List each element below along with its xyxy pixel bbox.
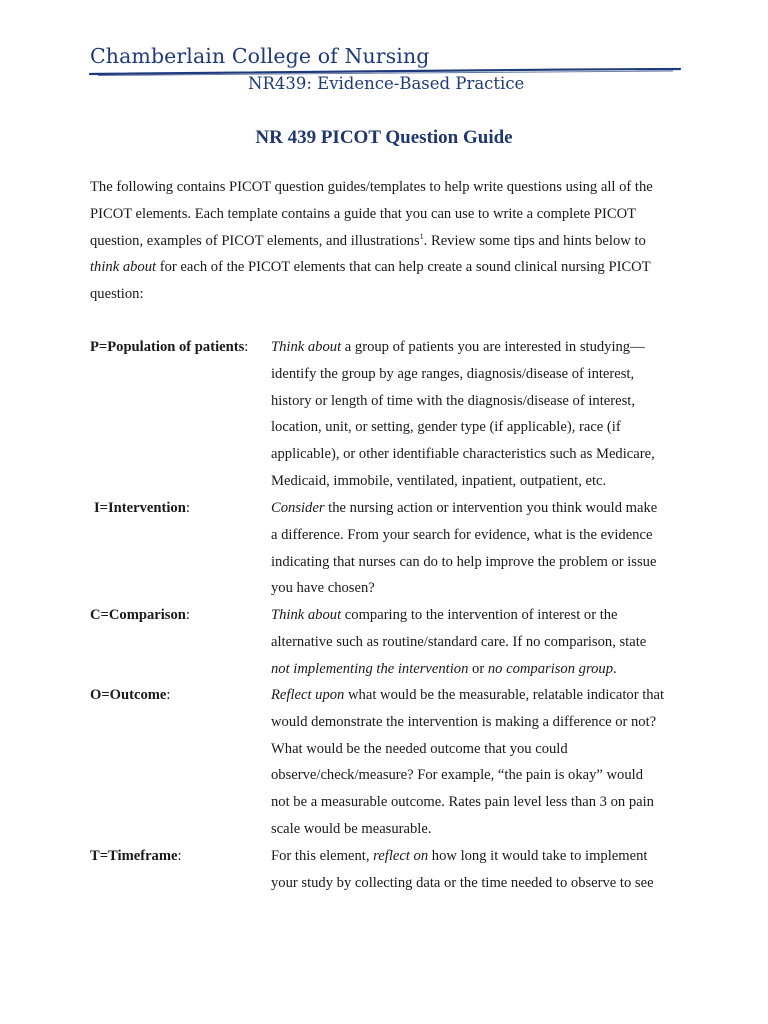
element-description [271, 682, 691, 843]
intro-text: for each of the PICOT elements that can help create a sound clinical nursing PICOT [156, 259, 651, 276]
desc-line: identify the group by age ranges, diagnosis/disease of interest, [271, 365, 635, 382]
desc-line: observe/check/measure? For example, “the pain is okay” would [271, 767, 644, 784]
desc-lead: Think about [271, 339, 342, 355]
desc-line: Medicaid, immobile, ventilated, inpatient, outpatient, etc. [271, 472, 607, 489]
intro-line: question: [90, 286, 144, 303]
desc-lead: reflect on [373, 848, 429, 864]
desc-lead: Reflect upon [271, 687, 345, 703]
desc-text: what would be the measurable, relatable indicator that [344, 687, 665, 703]
desc-line [271, 602, 691, 629]
label-colon: : [177, 848, 182, 864]
desc-text: the nursing action or intervention you think would make [324, 500, 658, 516]
desc-text: For this element, [271, 848, 374, 864]
desc-text: or [468, 660, 488, 677]
desc-lead: Consider [271, 500, 325, 516]
desc-line: alternative such as routine/standard care. If no comparison, state [271, 633, 647, 650]
desc-line: a difference. From your search for evidence, what is the evidence [271, 526, 653, 543]
element-label-text: I=Intervention [94, 500, 186, 516]
element-label-text: T=Timeframe [90, 848, 178, 864]
desc-line: scale would be measurable. [271, 820, 432, 837]
desc-line: your study by collecting data or the time needed to observe to see [271, 874, 654, 891]
element-description [271, 602, 691, 682]
intro-paragraph [90, 174, 680, 308]
course-title: NR439: Evidence-Based Practice [248, 74, 525, 93]
element-label [90, 682, 170, 709]
intro-text: question, examples of PICOT elements, and illustrations [90, 232, 420, 249]
footnote-marker[interactable]: 1 [419, 231, 424, 241]
desc-line: not be a measurable outcome. Rates pain level less than 3 on pain [271, 794, 654, 811]
desc-line: would demonstrate the intervention is making a difference or not? [271, 713, 657, 730]
element-label [90, 602, 190, 629]
desc-line [271, 843, 691, 870]
desc-text: how long it would take to implement [428, 848, 648, 864]
desc-line [271, 334, 691, 361]
element-description [271, 495, 691, 602]
intro-line: The following contains PICOT question guides/templates to help write questions using all of the [90, 179, 653, 195]
desc-line [271, 682, 691, 709]
intro-text: . Review some tips and hints below to [423, 232, 646, 249]
desc-line: you have chosen? [271, 580, 375, 597]
intro-italic: think about [90, 259, 157, 276]
label-colon: : [185, 500, 190, 516]
element-label [90, 843, 182, 870]
element-label-text: C=Comparison [90, 607, 186, 623]
intro-line [90, 228, 680, 255]
element-description [271, 843, 691, 897]
label-colon: : [166, 687, 171, 703]
desc-text: a group of patients you are interested in studying— [341, 339, 645, 355]
desc-italic: no comparison group [487, 660, 613, 677]
desc-line: location, unit, or setting, gender type (if applicable), race (if [271, 419, 621, 436]
element-description [271, 334, 691, 495]
element-label-text: O=Outcome [90, 687, 167, 703]
label-colon: : [244, 339, 249, 355]
desc-line [271, 656, 691, 683]
desc-line [271, 495, 691, 522]
element-label [90, 334, 248, 361]
element-label-text: P=Population of patients [90, 339, 245, 355]
intro-line [90, 254, 680, 281]
desc-text: . [613, 660, 617, 677]
desc-lead: Think about [271, 607, 342, 623]
element-label [94, 495, 190, 522]
intro-line: PICOT elements. Each template contains a guide that you can use to write a complete PICOT [90, 205, 637, 222]
desc-text: comparing to the intervention of interest or the [341, 607, 618, 623]
page-title: NR 439 PICOT Question Guide [255, 127, 513, 148]
desc-line: indicating that nurses can do to help improve the problem or issue [271, 553, 657, 570]
college-name: Chamberlain College of Nursing [90, 44, 430, 68]
desc-line: applicable), or other identifiable characteristics such as Medicare, [271, 446, 655, 463]
desc-line: history or length of time with the diagnosis/disease of interest, [271, 392, 635, 409]
desc-italic: not implementing the intervention [271, 660, 469, 677]
label-colon: : [185, 607, 190, 623]
desc-line: What would be the needed outcome that you could [271, 740, 568, 757]
